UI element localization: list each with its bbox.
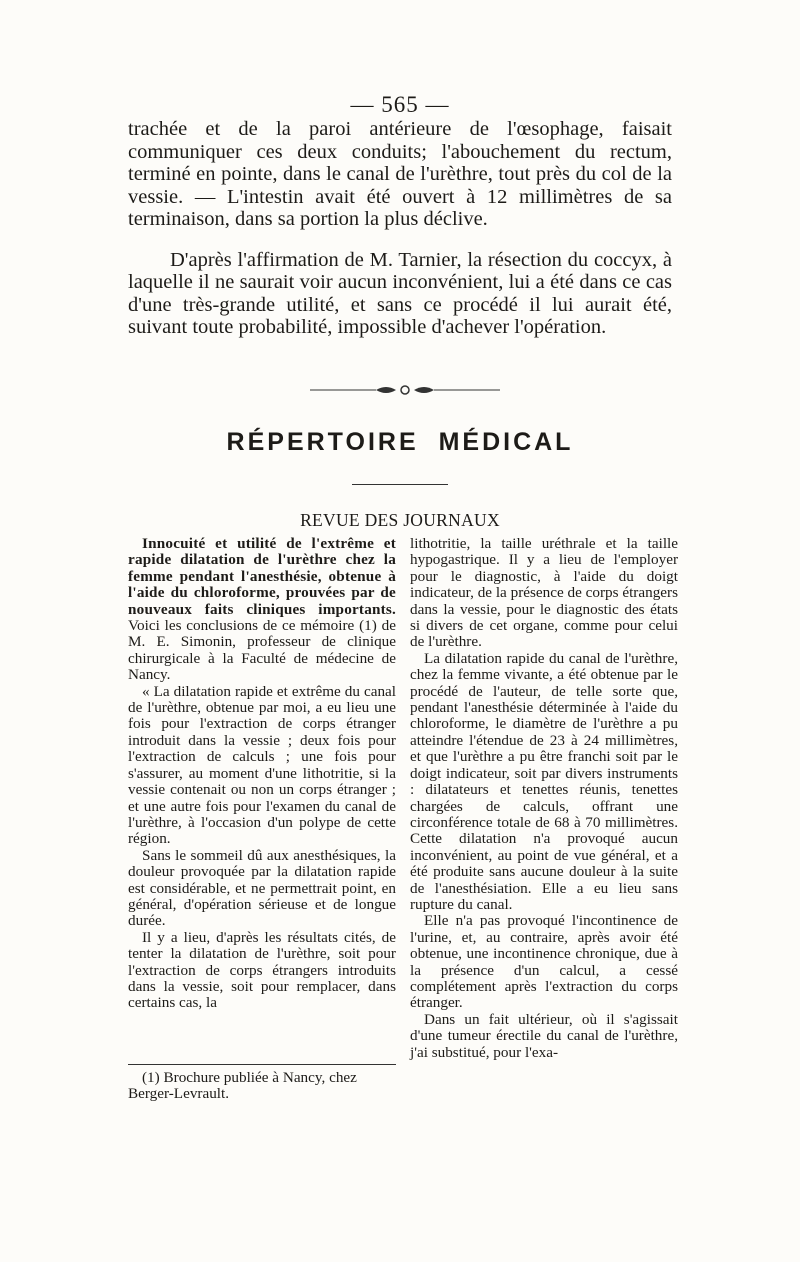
- article-intro-text: Voici les conclusions de ce mémoire (1) de M. E. Simonin, professeur de clinique chirurgicale à la Faculté de médecine de Nancy.: [128, 617, 396, 684]
- left-paragraph-3: Il y a lieu, d'après les résultats cités, de tenter la dilatation de l'urèthre, soit pour l'extraction de corps étrangers introduits dans la vessie, soit pour remplacer, dans certains cas, la: [128, 928, 396, 1012]
- left-column: [128, 536, 396, 1012]
- left-paragraph-2: Sans le sommeil dû aux anesthésiques, la douleur provoquée par la dilatation rapide est considérable, et ne permettrait point, en général, d'opération sérieuse et de longue durée.: [128, 846, 396, 930]
- article-intro: [128, 536, 396, 684]
- footnote-rule: [128, 1064, 396, 1065]
- intro-paragraph-1: trachée et de la paroi antérieure de l'œsophage, faisait communiquer ces deux conduits; l'abouchement du rectum, terminé en pointe, dans le canal de l'urèthre, tout près du col de la vessie. — L'intestin avait été ouvert à 12 millimètres de sa terminaison, dans sa portion la plus déclive.: [128, 118, 672, 230]
- section-heading: RÉPERTOIRE MÉDICAL: [226, 428, 574, 456]
- intro-text: [128, 118, 672, 339]
- page-number: — 565 —: [350, 92, 450, 117]
- footnote-line-1: (1) Brochure publiée à Nancy, chez: [142, 1069, 357, 1086]
- right-paragraph-2: La dilatation rapide du canal de l'urèthre, chez la femme vivante, a été obtenue par le procédé de l'auteur, de telle sorte que, pendant l'anesthésie déterminée à l'aide du chloroforme, le diamètre de l'urèthre a pu atteindre l'étendue de 23 à 24 millimètres, et que l'urèthre a pu être franchi soit par le doigt indicateur, soit par divers instruments : dilatateurs et tenettes réunis, tenettes chargées de calculs, offrant une circonférence totale de 68 à 70 millimètres. Cette dilatation n'a provoqué aucun inconvénient, au point de vue général, et a été produite sans aucune douleur à la suite de l'anesthésiation. Elle a eu lieu sans rupture du canal.: [410, 649, 678, 913]
- left-paragraph-1: « La dilatation rapide et extrême du canal de l'urèthre, obtenue par moi, a eu lieu une fois pour l'extraction de corps étranger introduit dans la vessie ; deux fois pour l'extraction de calculs ; une fois pour s'assurer, au moment d'une lithotritie, si la vessie contenait ou non un corps étranger ; et une autre fois pour l'examen du canal de l'urèthre, à l'occasion d'un polype de cette région.: [128, 682, 396, 848]
- intro-paragraph-2: D'après l'affirmation de M. Tarnier, la résection du coccyx, à laquelle il ne saurait voir aucun inconvénient, lui a été dans ce cas d'une très-grande utilité, et sans ce procédé il lui aurait été, suivant toute probabilité, impossible d'achever l'opération.: [128, 248, 672, 338]
- right-paragraph-1: lithotritie, la taille uréthrale et la taille hypogastrique. Il y a lieu de l'employer pour le diagnostic, à l'aide du doigt indicateur, de la présence de corps étrangers dans la vessie, pour le diagnostic des états si divers de cet organe, comme pour celui de l'urèthre.: [410, 535, 678, 651]
- ornament-divider: [310, 380, 500, 400]
- article-title: Innocuité et utilité de l'extrême et rapide dilatation de l'urèthre chez la femme pendant l'anesthésie, obtenue à l'aide du chloroforme, prouvées par de nouveaux faits cliniques importants.: [128, 535, 396, 618]
- section-subheading: REVUE DES JOURNAUX: [300, 510, 500, 530]
- footnote: [128, 1070, 396, 1103]
- right-paragraph-3: Elle n'a pas provoqué l'incontinence de l'urine, et, au contraire, après avoir été obtenue, une incontinence chronique, due à la présence d'un calcul, a cessé complétement après l'extraction du corps étranger.: [410, 912, 678, 1012]
- section-rule: [352, 484, 448, 485]
- right-paragraph-4: Dans un fait ultérieur, où il s'agissait d'une tumeur érectile du canal de l'urèthre, j'ai substitué, pour l'exa-: [410, 1010, 678, 1061]
- right-column: [410, 536, 678, 1061]
- footnote-line-2: Berger-Levrault.: [128, 1085, 230, 1103]
